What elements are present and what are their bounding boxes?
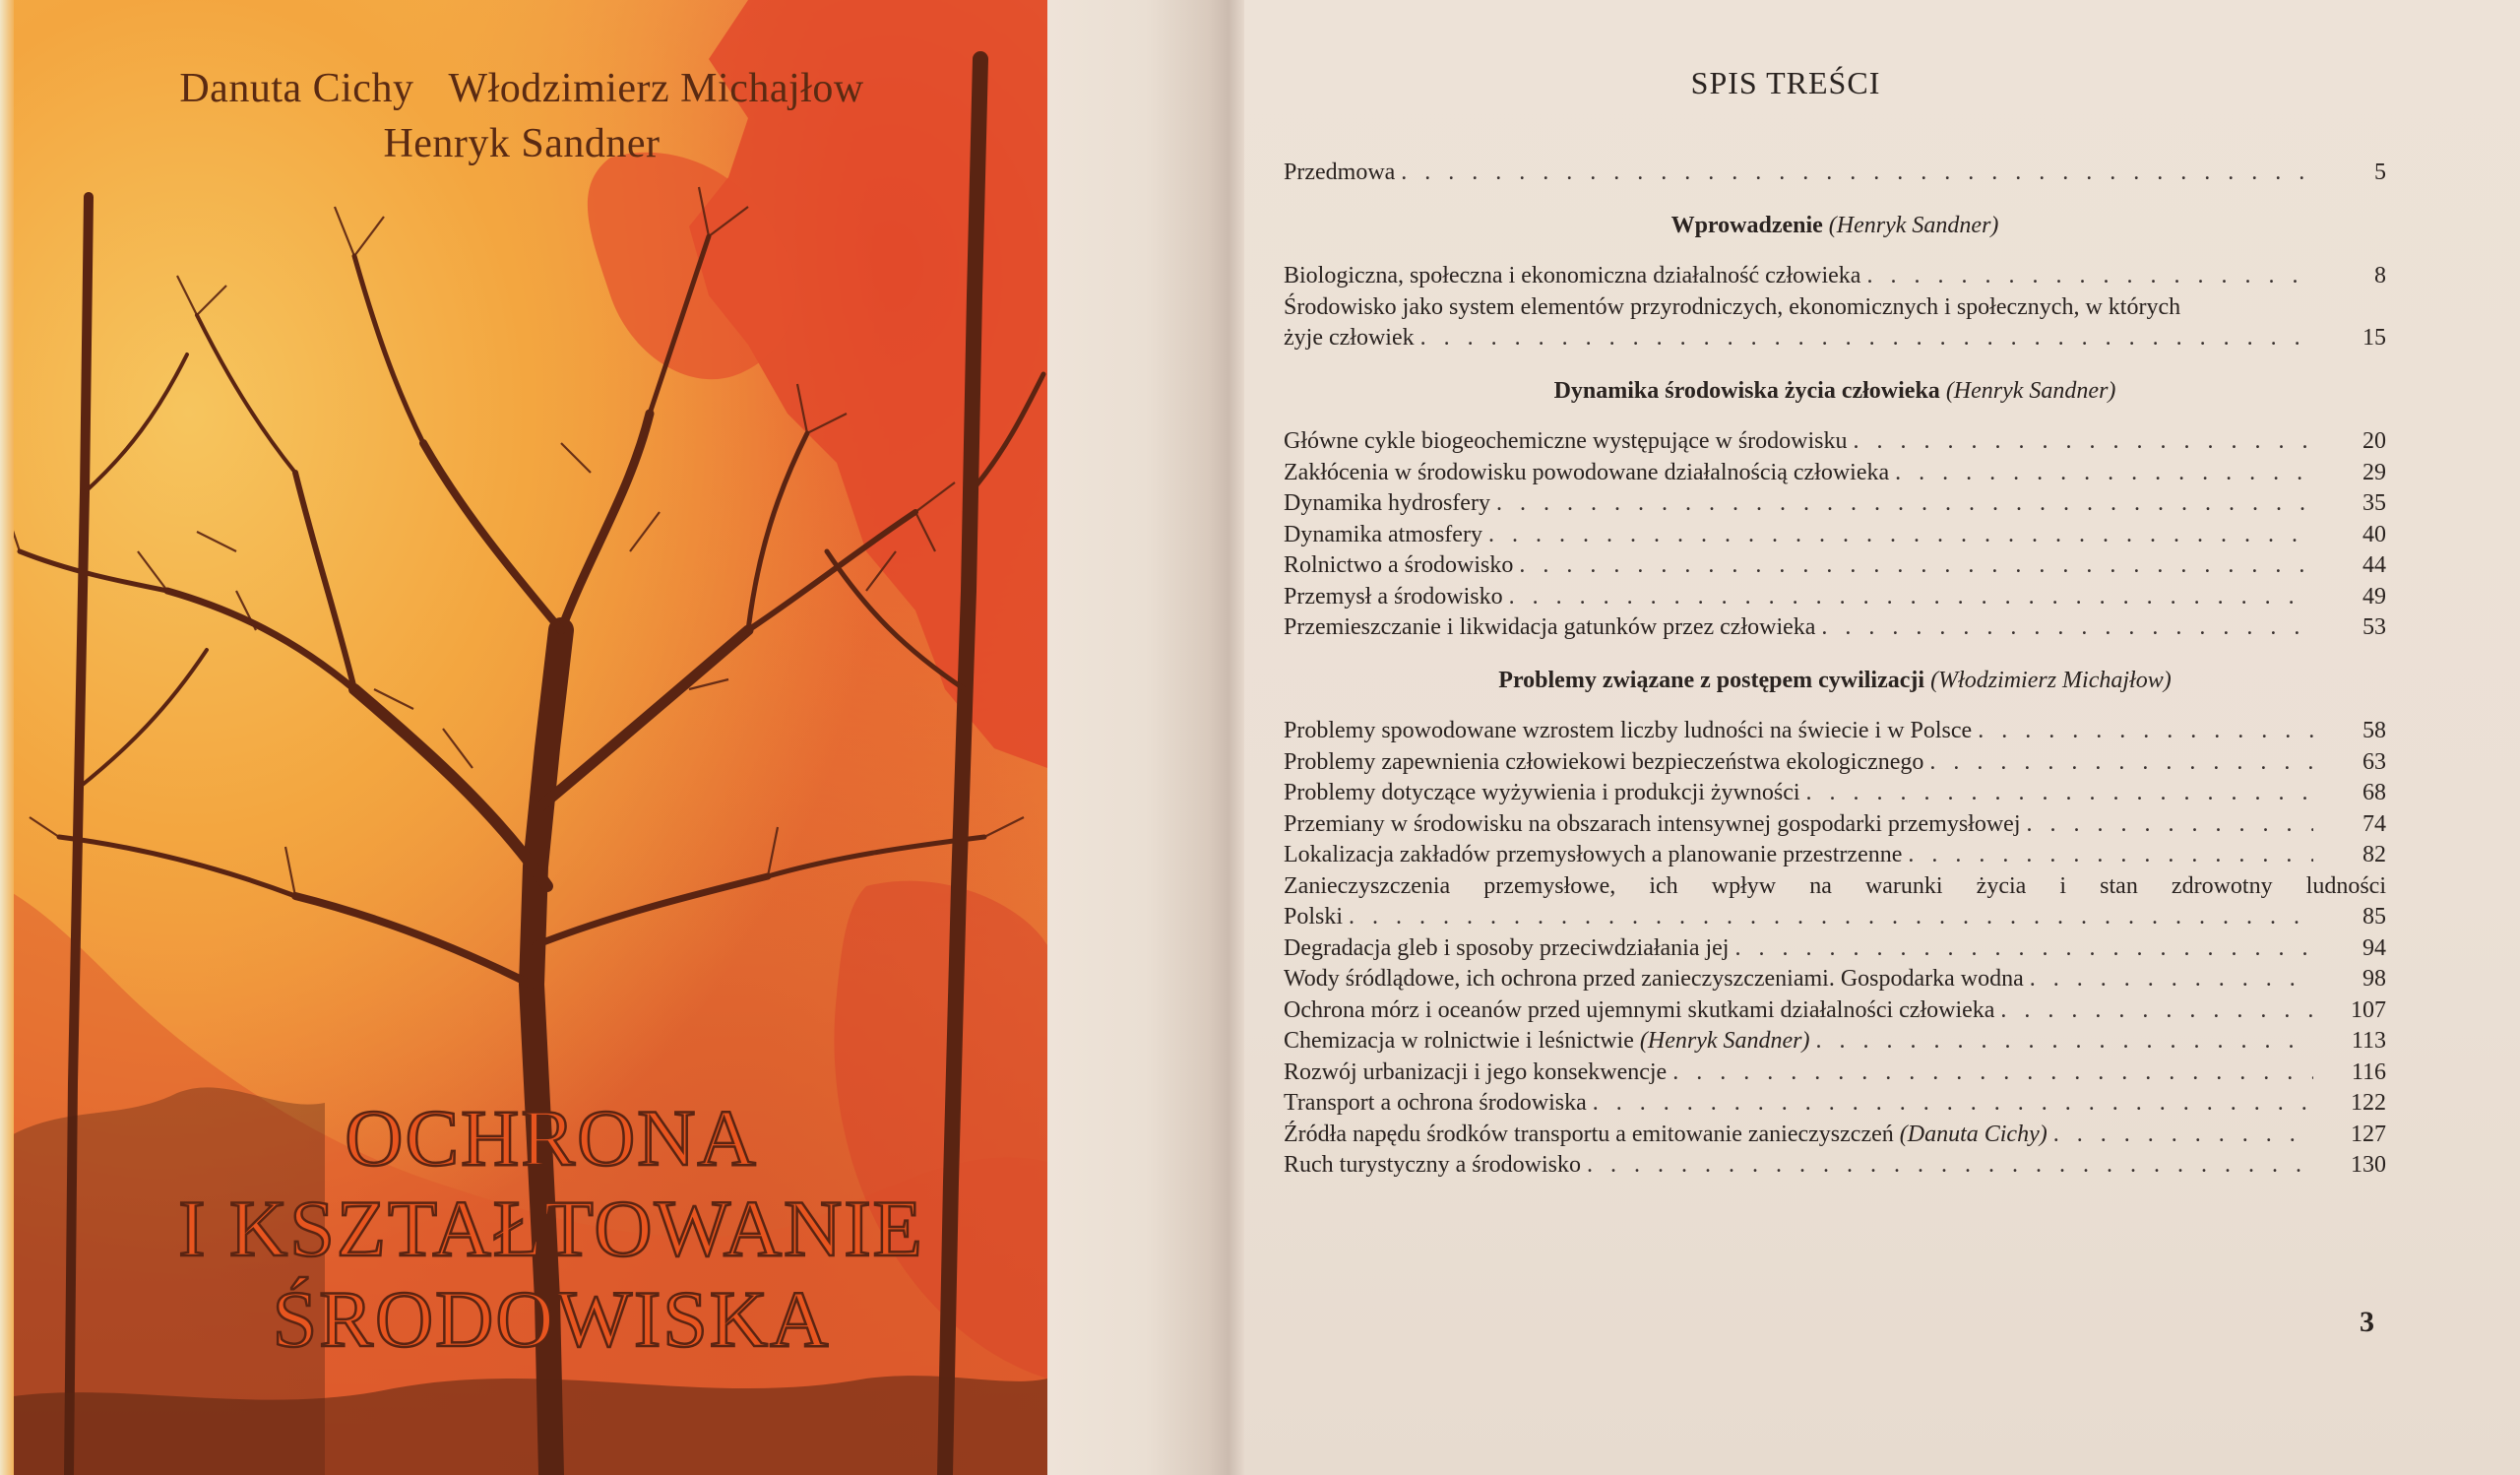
- dot-leader: [1854, 426, 2314, 458]
- toc-page-number: 74: [2362, 810, 2386, 837]
- dot-leader: [1895, 458, 2313, 489]
- toc-entry: [1284, 261, 2386, 292]
- contents-page: [1244, 0, 2520, 1475]
- toc-page-number: 130: [2351, 1152, 2386, 1178]
- toc-entry: [1284, 488, 2386, 520]
- toc-entry: [1284, 1120, 2386, 1151]
- dot-leader: [1509, 582, 2313, 613]
- toc-entry-text: Dynamika atmosfery: [1284, 521, 1482, 547]
- toc-entry-text: Główne cykle biogeochemiczne występujące w środowisku: [1284, 428, 1848, 454]
- toc-entry-text: Biologiczna, społeczna i ekonomiczna działalność człowieka: [1284, 263, 1861, 289]
- dot-leader: [1821, 612, 2313, 644]
- toc-entry-text: Przedmowa: [1284, 160, 1396, 185]
- toc-entry: [1284, 964, 2386, 995]
- dot-leader: [2000, 995, 2313, 1027]
- toc-entry-text: Rolnictwo a środowisko: [1284, 552, 1514, 578]
- toc-entry: [1284, 520, 2386, 551]
- toc-entry-text: Lokalizacja zakładów przemysłowych a planowanie przestrzenne: [1284, 842, 1903, 867]
- toc-entry: [1284, 902, 2386, 933]
- toc-entry-text: Problemy zapewnienia człowiekowi bezpieczeństwa ekologicznego: [1284, 748, 1924, 775]
- toc-section-heading: [1284, 666, 2386, 697]
- toc-section-heading: [1284, 211, 2386, 242]
- toc-page-number: 49: [2362, 583, 2386, 609]
- author-name: Henryk Sandner: [383, 121, 661, 166]
- book-cover: [0, 0, 1047, 1475]
- toc-entry: [1284, 426, 2386, 458]
- authors-row-2: [79, 116, 965, 171]
- toc-section-heading: [1284, 376, 2386, 408]
- toc-page-number: 20: [2362, 428, 2386, 454]
- toc-entry: [1284, 1088, 2386, 1120]
- toc-entry: [1284, 840, 2386, 871]
- toc-entry-first-line: Zanieczyszczenia przemysłowe, ich wpływ na warunki życia i stan zdrowotny ludności: [1284, 872, 2386, 899]
- toc-page-number: 98: [2362, 966, 2386, 992]
- toc-entry: [1284, 995, 2386, 1027]
- dot-leader: [1420, 323, 2313, 354]
- toc-entry: [1284, 1058, 2386, 1089]
- toc-page-number: 113: [2351, 1028, 2386, 1054]
- dot-leader: [2030, 964, 2313, 995]
- cover-spine-edge: [0, 0, 14, 1475]
- section-title: Problemy związane z postępem cywilizacji: [1498, 667, 1925, 693]
- toc-entry-first-line: Środowisko jako system elementów przyrodniczych, ekonomicznych i społecznych, w których: [1284, 293, 2181, 320]
- toc-entry-text: Przemiany w środowisku na obszarach intensywnej gospodarki przemysłowej: [1284, 810, 2021, 837]
- book-title: [118, 1093, 984, 1365]
- toc-page-number: 63: [2362, 748, 2386, 775]
- toc-page-number: 40: [2362, 521, 2386, 547]
- toc-page-number: 35: [2362, 490, 2386, 516]
- toc-entry-text: Przemysł a środowisko: [1284, 583, 1503, 609]
- toc-entry-preface: [1284, 158, 2386, 189]
- toc-page-number: 15: [2362, 325, 2386, 351]
- toc-page-number: 82: [2362, 842, 2386, 867]
- toc-entry: [1284, 612, 2386, 644]
- contents-title: SPIS TREŚCI: [1690, 65, 1881, 100]
- toc-page-number: 29: [2362, 459, 2386, 485]
- section-author: (Włodzimierz Michajłow): [1930, 667, 2172, 693]
- dot-leader: [1496, 488, 2313, 520]
- table-of-contents: [1284, 158, 2386, 1182]
- toc-entry: [1284, 747, 2386, 779]
- section-author: (Henryk Sandner): [1828, 212, 1999, 238]
- toc-entry-text: Ruch turystyczny a środowisko: [1284, 1152, 1581, 1178]
- dot-leader: [2027, 809, 2314, 841]
- toc-entry-text: Ochrona mórz i oceanów przed ujemnymi skutkami działalności człowieka: [1284, 996, 1995, 1023]
- toc-page-number: 127: [2351, 1121, 2386, 1147]
- toc-entry: [1284, 1026, 2386, 1058]
- cover-authors: [79, 61, 965, 171]
- dot-leader: [1672, 1058, 2313, 1089]
- toc-page-number: 44: [2362, 552, 2386, 578]
- toc-entry-text: Zakłócenia w środowisku powodowane działalnością człowieka: [1284, 459, 1890, 485]
- dot-leader: [1401, 158, 2313, 189]
- toc-entry-text: Degradacja gleb i sposoby przeciwdziałania jej: [1284, 934, 1730, 961]
- book-title-line: I KSZTAŁTOWANIE: [178, 1184, 924, 1273]
- toc-page-number: 85: [2362, 904, 2386, 930]
- toc-entry-text: Problemy spowodowane wzrostem liczby ludności na świecie i w Polsce: [1284, 718, 1973, 743]
- toc-page-number: 8: [2374, 263, 2386, 289]
- dot-leader: [1587, 1150, 2313, 1182]
- dot-leader: [1519, 550, 2313, 582]
- toc-page-number: 107: [2351, 996, 2386, 1023]
- toc-page-number: 94: [2362, 934, 2386, 961]
- toc-entry-text: żyje człowiek: [1284, 325, 1415, 351]
- dot-leader: [1349, 902, 2313, 933]
- toc-page-number: 116: [2351, 1058, 2386, 1085]
- toc-entry: [1284, 323, 2386, 354]
- book-title-line: ŚRODOWISKA: [272, 1274, 831, 1364]
- toc-entry: [1284, 778, 2386, 809]
- author-name: Włodzimierz Michajłow: [448, 66, 864, 111]
- toc-entry-text: Problemy dotyczące wyżywienia i produkcji żywności: [1284, 780, 1800, 805]
- book-title-line: OCHRONA: [345, 1093, 758, 1183]
- toc-entry-text: Rozwój urbanizacji i jego konsekwencje: [1284, 1058, 1668, 1085]
- toc-entry-text: Transport a ochrona środowiska: [1284, 1090, 1587, 1116]
- dot-leader: [1908, 840, 2313, 871]
- author-name: Danuta Cichy: [179, 66, 414, 111]
- toc-entry-text: Wody śródlądowe, ich ochrona przed zanieczyszczeniami. Gospodarka wodna: [1284, 966, 2024, 992]
- toc-page-number: 5: [2374, 160, 2386, 185]
- toc-page-number: 53: [2362, 614, 2386, 640]
- dot-leader: [1734, 933, 2313, 965]
- dot-leader: [2053, 1120, 2313, 1151]
- toc-entry: [1284, 582, 2386, 613]
- page-number: 3: [2360, 1306, 2374, 1338]
- toc-entry-author: (Henryk Sandner): [1639, 1028, 1810, 1054]
- dot-leader: [1593, 1088, 2313, 1120]
- book-gutter: [1047, 0, 1244, 1475]
- section-author: (Henryk Sandner): [1945, 377, 2116, 404]
- dot-leader: [1866, 261, 2313, 292]
- dot-leader: [1815, 1026, 2313, 1058]
- section-title: Wprowadzenie: [1670, 212, 1823, 238]
- toc-page-number: 122: [2351, 1090, 2386, 1116]
- toc-entry: [1284, 809, 2386, 841]
- toc-page-number: 68: [2362, 780, 2386, 805]
- toc-entry-text: Polski: [1284, 904, 1344, 930]
- toc-entry: [1284, 716, 2386, 747]
- toc-entry-author: (Danuta Cichy): [1899, 1121, 2048, 1147]
- toc-entry: [1284, 550, 2386, 582]
- toc-entry: [1284, 1150, 2386, 1182]
- toc-page-number: 58: [2362, 718, 2386, 743]
- dot-leader: [1929, 747, 2313, 779]
- toc-entry-text: Przemieszczanie i likwidacja gatunków przez człowieka: [1284, 614, 1816, 640]
- toc-entry: [1284, 458, 2386, 489]
- toc-entry-text: Chemizacja w rolnictwie i leśnictwie: [1284, 1028, 1634, 1054]
- toc-entry: [1284, 933, 2386, 965]
- toc-entry-text: Dynamika hydrosfery: [1284, 490, 1490, 516]
- authors-row-1: [79, 61, 965, 116]
- dot-leader: [1488, 520, 2313, 551]
- section-title: Dynamika środowiska życia człowieka: [1553, 377, 1940, 404]
- dot-leader: [1806, 778, 2313, 809]
- dot-leader: [1978, 716, 2313, 747]
- toc-entry-text: Źródła napędu środków transportu a emitowanie zanieczyszczeń: [1284, 1121, 1894, 1147]
